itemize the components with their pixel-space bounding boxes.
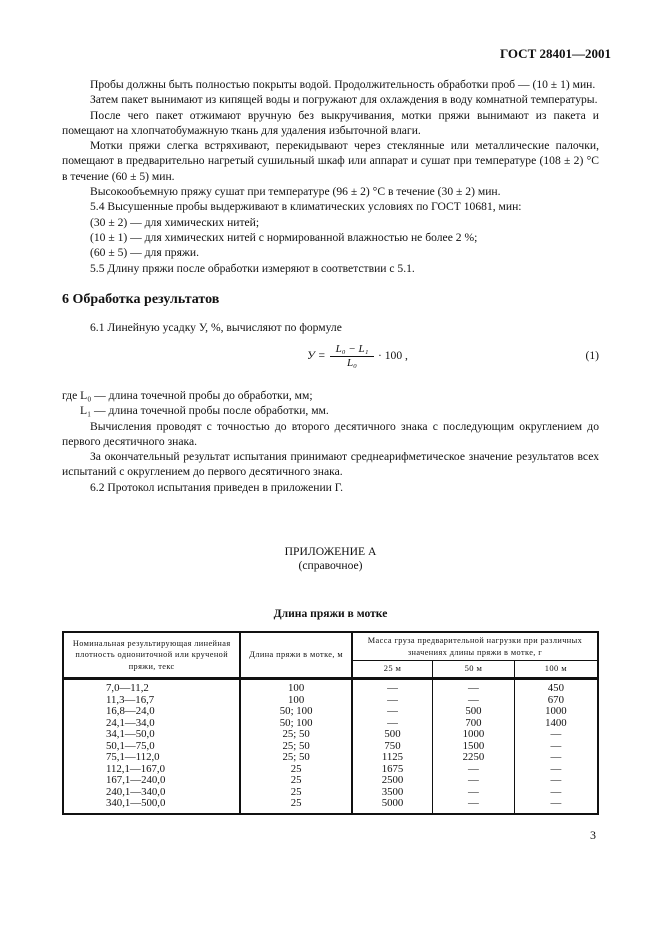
cell: 5000 bbox=[352, 798, 433, 814]
paragraph: После чего пакет отжимают вручную без выкручивания, мотки пряжи вынимают из пакета и помещают на хлопчатобумажную ткань для удаления избыточной влаги. bbox=[62, 108, 599, 137]
cell: 50; 100 bbox=[240, 706, 352, 718]
header-50m: 50 м bbox=[433, 661, 515, 679]
formula-fraction bbox=[330, 343, 374, 369]
cell: — bbox=[352, 718, 433, 730]
cell: 240,1—340,0 bbox=[63, 787, 240, 799]
where-l0: где L₀ — длина точечной пробы до обработки, мм; bbox=[62, 389, 313, 402]
where-l1: L₁ — длина точечной пробы после обработки, мм. bbox=[80, 404, 329, 418]
header-preload-mass: Масса груза предварительной нагрузки при различных значениях длины пряжи в мотке, г bbox=[352, 632, 598, 661]
cell: — bbox=[433, 764, 515, 776]
cell: — bbox=[514, 798, 598, 814]
yarn-length-table bbox=[62, 631, 599, 815]
cell: — bbox=[352, 695, 433, 707]
cell: — bbox=[433, 695, 515, 707]
cell: 16,8—24,0 bbox=[63, 706, 240, 718]
clause-6-2: 6.2 Протокол испытания приведен в приложении Г. bbox=[90, 480, 344, 494]
cell: — bbox=[352, 679, 433, 695]
document-id-header: ГОСТ 28401—2001 bbox=[499, 46, 611, 61]
paragraph: Мотки пряжи слегка встряхивают, перекидывают через стеклянные или металлические палочки, помещают в предварительно нагретый сушильный шкаф или аппарат и сушат при температуре (108 ± 2) °С в течение (60 ± 5) мин. bbox=[62, 139, 599, 183]
list-item: (60 ± 5) — для пряжи. bbox=[90, 246, 200, 260]
formula-1 bbox=[62, 343, 599, 379]
cell: 11,3—16,7 bbox=[63, 695, 240, 707]
paragraph: Затем пакет вынимают из кипящей воды и погружают для охлаждения в воду комнатной температуры. bbox=[90, 93, 598, 107]
table-row bbox=[63, 729, 598, 741]
paragraph: За окончательный результат испытания принимают среднеарифметическое значение результатов всех испытаний с округлением до первого десятичного знака. bbox=[62, 450, 599, 479]
table-row bbox=[63, 775, 598, 787]
cell: — bbox=[514, 764, 598, 776]
cell: 3500 bbox=[352, 787, 433, 799]
cell: — bbox=[433, 798, 515, 814]
appendix-subtitle: (справочное) bbox=[298, 559, 363, 572]
cell: 25 bbox=[240, 798, 352, 814]
header-skein-length: Длина пряжи в мотке, м bbox=[240, 632, 352, 679]
appendix-title: ПРИЛОЖЕНИЕ А bbox=[284, 545, 377, 558]
cell: 25 bbox=[240, 787, 352, 799]
clause-5-5: 5.5 Длину пряжи после обработки измеряют в соответствии с 5.1. bbox=[90, 261, 415, 275]
section-heading: 6 Обработка результатов bbox=[62, 292, 220, 307]
cell: 50; 100 bbox=[240, 718, 352, 730]
table-row bbox=[63, 752, 598, 764]
paragraph: Высокообъемную пряжу сушат при температуре (96 ± 2) °С в течение (30 ± 2) мин. bbox=[90, 185, 501, 199]
cell: 1675 bbox=[352, 764, 433, 776]
cell: 25 bbox=[240, 764, 352, 776]
cell: — bbox=[514, 752, 598, 764]
page-number: 3 bbox=[590, 828, 596, 842]
cell: 24,1—34,0 bbox=[63, 718, 240, 730]
formula-denominator: L₀ bbox=[347, 357, 357, 369]
cell: 25; 50 bbox=[240, 729, 352, 741]
cell: — bbox=[433, 775, 515, 787]
cell: 25; 50 bbox=[240, 752, 352, 764]
body-text-top bbox=[62, 77, 599, 276]
cell: 25 bbox=[240, 775, 352, 787]
cell: 1000 bbox=[514, 706, 598, 718]
cell: 50,1—75,0 bbox=[63, 741, 240, 753]
clause-5-4: 5.4 Высушенные пробы выдерживают в климатических условиях по ГОСТ 10681, мин: bbox=[90, 200, 522, 214]
header-25m: 25 м bbox=[352, 661, 433, 679]
table-row bbox=[63, 798, 598, 814]
cell: 1500 bbox=[433, 741, 515, 753]
cell: 100 bbox=[240, 695, 352, 707]
cell: — bbox=[514, 741, 598, 753]
cell: 167,1—240,0 bbox=[63, 775, 240, 787]
formula-multiplier: · 100 , bbox=[378, 349, 408, 362]
cell: 700 bbox=[433, 718, 515, 730]
table-row bbox=[63, 679, 598, 695]
clause-6-1-text: 6.1 Линейную усадку У, %, вычисляют по формуле bbox=[90, 321, 342, 334]
cell: 25; 50 bbox=[240, 741, 352, 753]
cell: — bbox=[514, 729, 598, 741]
cell: — bbox=[514, 787, 598, 799]
cell: 7,0—11,2 bbox=[63, 679, 240, 695]
paragraph: Вычисления проводят с точностью до второго десятичного знака с последующим округлением до первого десятичного знака. bbox=[62, 419, 599, 448]
header-100m: 100 м bbox=[514, 661, 598, 679]
cell: 500 bbox=[352, 729, 433, 741]
cell: 1400 bbox=[514, 718, 598, 730]
formula-numerator: L₀ − L₁ bbox=[330, 343, 374, 357]
clause-6-1 bbox=[62, 320, 599, 335]
cell: — bbox=[352, 706, 433, 718]
cell: 2500 bbox=[352, 775, 433, 787]
formula-lhs: У = bbox=[307, 349, 326, 362]
equation-number: (1) bbox=[585, 349, 599, 362]
cell: — bbox=[433, 679, 515, 695]
cell: — bbox=[514, 775, 598, 787]
cell: — bbox=[433, 787, 515, 799]
cell: 500 bbox=[433, 706, 515, 718]
paragraph: Пробы должны быть полностью покрыты водой. Продолжительность обработки проб — (10 ± 1) мин. bbox=[90, 78, 596, 91]
cell: 34,1—50,0 bbox=[63, 729, 240, 741]
list-item: (30 ± 2) — для химических нитей; bbox=[90, 215, 260, 229]
cell: 2250 bbox=[433, 752, 515, 764]
cell: 750 bbox=[352, 741, 433, 753]
cell: 112,1—167,0 bbox=[63, 764, 240, 776]
cell: 75,1—112,0 bbox=[63, 752, 240, 764]
cell: 1125 bbox=[352, 752, 433, 764]
cell: 100 bbox=[240, 679, 352, 695]
list-item: (10 ± 1) — для химических нитей с нормированной влажностью не более 2 %; bbox=[90, 230, 478, 244]
cell: 450 bbox=[514, 679, 598, 695]
body-text-section6 bbox=[62, 388, 599, 495]
table-title: Длина пряжи в мотке bbox=[273, 607, 388, 620]
table-row bbox=[63, 706, 598, 718]
header-linear-density: Номинальная результирующая линейная плотность однониточной или крученой пряжи, текс bbox=[63, 632, 240, 679]
cell: 1000 bbox=[433, 729, 515, 741]
cell: 670 bbox=[514, 695, 598, 707]
cell: 340,1—500,0 bbox=[63, 798, 240, 814]
